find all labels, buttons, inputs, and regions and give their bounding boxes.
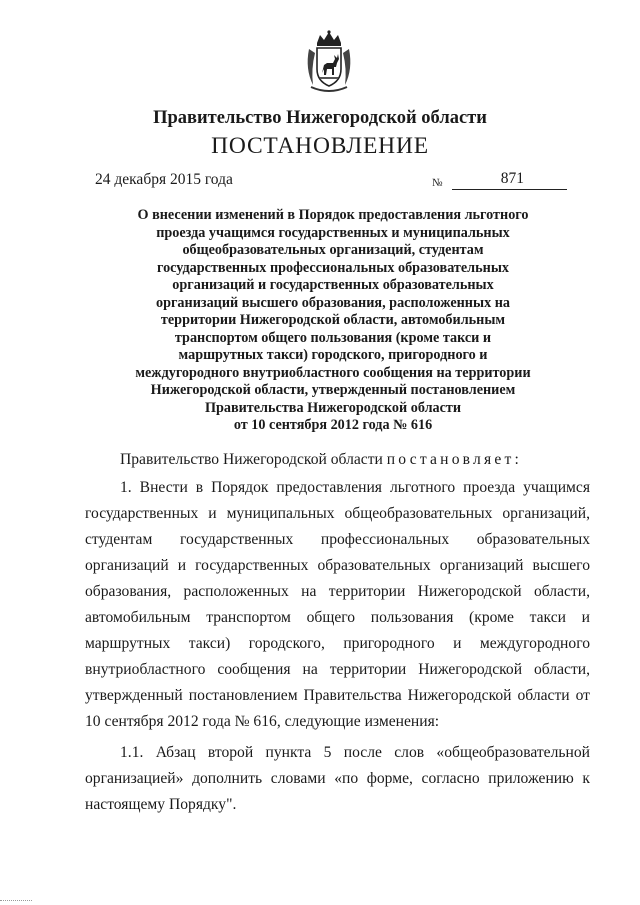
preamble — [85, 447, 590, 473]
title-line: организаций высшего образования, расположенных на — [156, 294, 510, 311]
preamble-text: Правительство Нижегородской области — [120, 451, 387, 468]
title-line: Правительства Нижегородской области — [204, 399, 462, 416]
paragraph-1-1: 1.1. Абзац второй пункта 5 после слов «общеобразовательной организацией» дополнить словами «по форме, согласно приложению к настоящему Порядку". — [85, 744, 590, 813]
title-line: проезда учащимся государственных и муниципальных — [156, 224, 510, 241]
coat-of-arms-icon — [303, 29, 355, 93]
title-line: междугородного внутриобластного сообщения на территории — [135, 364, 531, 381]
document-number: 871 — [500, 170, 524, 187]
paragraph-1: 1. Внести в Порядок предоставления льготного проезда учащимся государственных и муниципальных общеобразовательных организаций, студентам государственных профессиональных образовательных организаций и государственных образовательных организаций высшего образования, расположенных на территории Нижегородской области, автомобильным транспортом общего пользования (кроме такси и маршрутных такси) городского, пригородного и междугородного внутриобластного сообщения на территории Нижегородской области, утвержденный постановлением Правительства Нижегородской области от 10 сентября 2012 года № 616, следующие изменения: — [85, 479, 590, 730]
title-line: общеобразовательных организаций, студентам — [182, 242, 484, 258]
title-line: Нижегородской области, утвержденный постановлением — [150, 382, 516, 398]
number-underline — [452, 189, 567, 190]
document-body — [85, 447, 590, 818]
title-line: О внесении изменений в Порядок предоставления льготного — [137, 207, 529, 223]
title-line: государственных профессиональных образовательных — [157, 259, 509, 276]
document-type: ПОСТАНОВЛЕНИЕ — [211, 133, 429, 159]
preamble-decree-word: постановляет: — [386, 451, 523, 468]
number-label: № — [432, 177, 443, 189]
document-title — [60, 207, 606, 435]
title-line: от 10 сентября 2012 года № 616 — [233, 417, 433, 433]
scan-mark — [0, 900, 32, 901]
title-line: маршрутных такси) городского, пригородного и — [178, 347, 488, 363]
organization-title: Правительство Нижегородской области — [153, 108, 487, 128]
title-line: транспортом общего пользования (кроме такси и — [174, 329, 492, 346]
title-line: организаций и государственных образовательных — [172, 277, 494, 293]
document-date: 24 декабря 2015 года — [95, 171, 233, 188]
title-line: территории Нижегородской области, автомобильным — [160, 312, 506, 328]
